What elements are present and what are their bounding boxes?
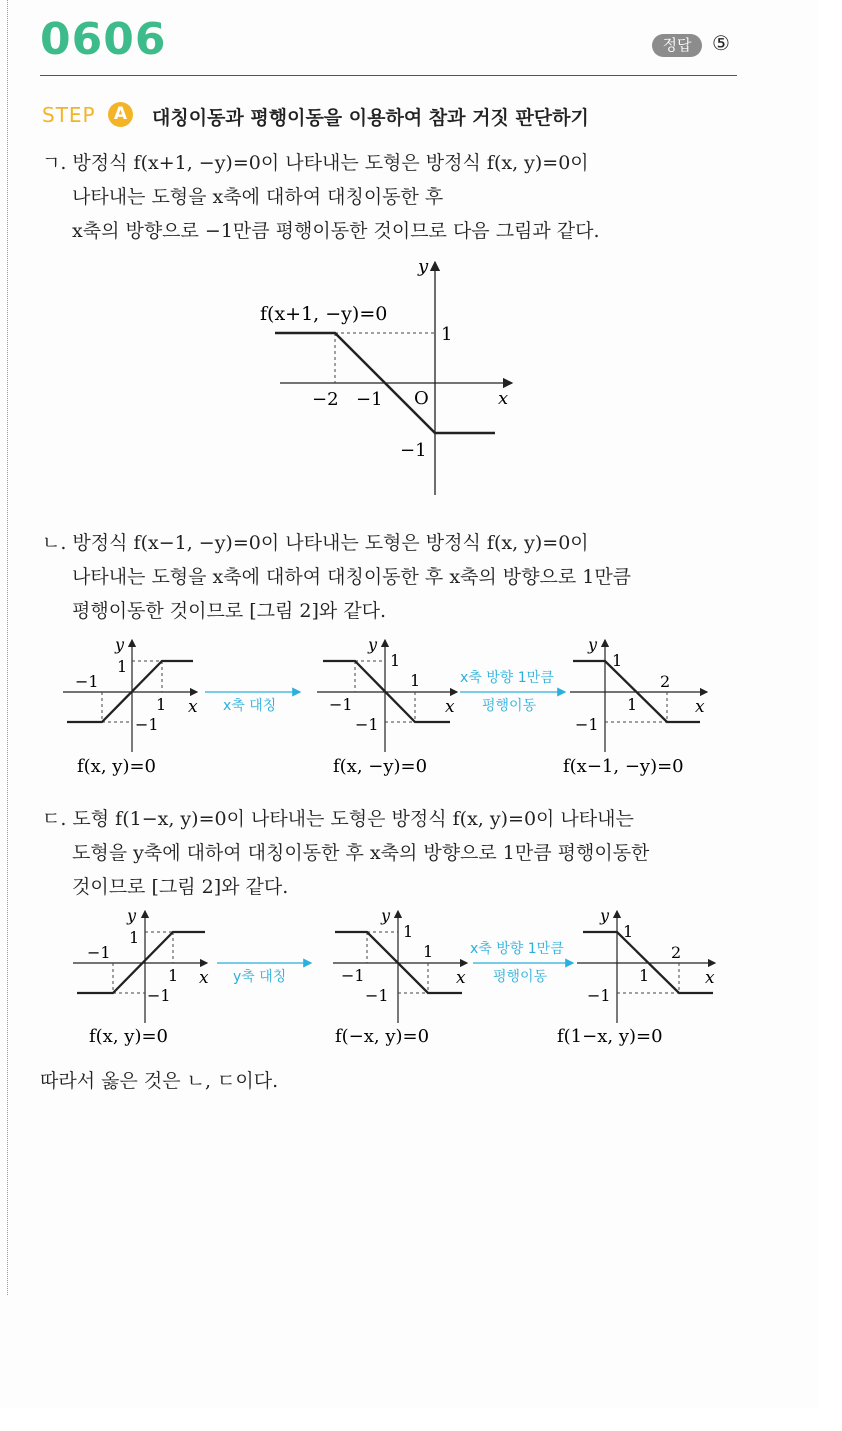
svg-text:1: 1 — [423, 942, 434, 961]
svg-text:−1: −1 — [355, 715, 379, 734]
graph-f-x-y — [73, 906, 209, 1047]
svg-text:1: 1 — [627, 695, 638, 714]
item-a-graph — [250, 250, 530, 505]
item-b-figure — [55, 632, 735, 782]
svg-text:−1: −1 — [147, 986, 171, 1005]
graph-f-x-neg-y — [317, 635, 457, 777]
arrow-translate-x-1 — [470, 940, 573, 985]
svg-text:x: x — [199, 968, 209, 988]
tick-label: 1 — [441, 324, 453, 345]
svg-text:y: y — [600, 906, 610, 925]
svg-text:y: y — [127, 906, 137, 925]
arrow-translate-x-1 — [460, 669, 565, 714]
item-a-line-1: ㄱ. 방정식 f(x+1, −y)=0이 나타내는 도형은 방정식 f(x, y)=0이 — [42, 152, 589, 174]
svg-text:y: y — [381, 906, 391, 925]
svg-text:y: y — [368, 635, 378, 654]
problem-number: 0606 — [40, 14, 167, 65]
svg-text:x: x — [188, 697, 198, 717]
y-axis-label: y — [418, 256, 429, 277]
svg-text:x축 방향 1만큼: x축 방향 1만큼 — [460, 670, 554, 686]
svg-text:−1: −1 — [75, 672, 99, 691]
svg-text:1: 1 — [623, 922, 634, 941]
svg-text:1: 1 — [129, 928, 140, 947]
svg-text:f(−x, y)=0: f(−x, y)=0 — [335, 1026, 430, 1047]
step-label: STEP — [42, 103, 96, 127]
svg-text:f(x, −y)=0: f(x, −y)=0 — [333, 756, 428, 777]
svg-text:−1: −1 — [365, 986, 389, 1005]
svg-text:−1: −1 — [135, 715, 159, 734]
x-axis-label: x — [498, 388, 509, 409]
item-b-line-3: 평행이동한 것이므로 [그림 2]와 같다. — [72, 600, 387, 622]
answer-value: ⑤ — [712, 31, 730, 55]
svg-text:−1: −1 — [329, 695, 353, 714]
svg-text:x축 방향 1만큼: x축 방향 1만큼 — [470, 941, 564, 957]
svg-text:−1: −1 — [587, 986, 611, 1005]
svg-text:1: 1 — [168, 966, 179, 985]
svg-text:y: y — [115, 635, 125, 654]
svg-text:1: 1 — [390, 651, 401, 670]
svg-text:f(x, y)=0: f(x, y)=0 — [77, 756, 157, 777]
svg-text:x: x — [705, 968, 715, 988]
svg-text:2: 2 — [660, 672, 671, 691]
svg-text:2: 2 — [671, 943, 682, 962]
item-c-line-1: ㄷ. 도형 f(1−x, y)=0이 나타내는 도형은 방정식 f(x, y)=0이 나타내는 — [42, 808, 634, 830]
svg-text:f(1−x, y)=0: f(1−x, y)=0 — [557, 1026, 663, 1047]
svg-text:평행이동: 평행이동 — [482, 698, 537, 714]
svg-text:x: x — [445, 697, 455, 717]
equation-label: f(x+1, −y)=0 — [260, 303, 388, 325]
tick-label: −1 — [356, 389, 383, 410]
item-a-line-2: 나타내는 도형을 x축에 대하여 대칭이동한 후 — [72, 186, 444, 208]
svg-text:x: x — [695, 697, 705, 717]
graph-f-1-minus-x-y — [557, 906, 715, 1047]
svg-text:−1: −1 — [341, 966, 365, 985]
svg-text:−1: −1 — [575, 715, 599, 734]
graph-f-x-minus-1-neg-y — [563, 635, 707, 777]
svg-text:1: 1 — [117, 657, 128, 676]
item-c-line-3: 것이므로 [그림 2]와 같다. — [72, 876, 289, 898]
arrow-x-axis-symmetry — [205, 692, 300, 714]
item-a-line-3: x축의 방향으로 −1만큼 평행이동한 것이므로 다음 그림과 같다. — [72, 220, 600, 242]
svg-text:1: 1 — [403, 922, 414, 941]
item-c-line-2: 도형을 y축에 대하여 대칭이동한 후 x축의 방향으로 1만큼 평행이동한 — [72, 842, 650, 864]
svg-text:x: x — [456, 968, 466, 988]
svg-text:y축 대칭: y축 대칭 — [233, 969, 287, 985]
origin-label: O — [414, 388, 429, 409]
answer-badge: 정답 — [652, 34, 702, 57]
header-divider — [40, 75, 737, 76]
conclusion-text: 따라서 옳은 것은 ㄴ, ㄷ이다. — [40, 1070, 279, 1092]
svg-text:y: y — [588, 635, 598, 654]
svg-text:−1: −1 — [87, 943, 111, 962]
item-b-line-2: 나타내는 도형을 x축에 대하여 대칭이동한 후 x축의 방향으로 1만큼 — [72, 566, 632, 588]
svg-text:1: 1 — [639, 966, 650, 985]
svg-text:1: 1 — [612, 651, 623, 670]
svg-text:f(x−1, −y)=0: f(x−1, −y)=0 — [563, 756, 684, 777]
item-c-figure — [65, 905, 735, 1055]
svg-text:f(x, y)=0: f(x, y)=0 — [89, 1026, 169, 1047]
step-letter-badge: A — [108, 102, 133, 127]
svg-text:평행이동: 평행이동 — [493, 969, 548, 985]
svg-text:1: 1 — [156, 695, 167, 714]
arrow-y-axis-symmetry — [217, 963, 311, 985]
tick-label: −2 — [312, 389, 339, 410]
graph-f-x-y — [63, 635, 198, 777]
graph-f-neg-x-y — [333, 906, 467, 1047]
item-b-line-1: ㄴ. 방정식 f(x−1, −y)=0이 나타내는 도형은 방정식 f(x, y)=0이 — [42, 532, 589, 554]
svg-text:1: 1 — [410, 671, 421, 690]
margin-line — [7, 0, 8, 1295]
step-title: 대칭이동과 평행이동을 이용하여 참과 거짓 판단하기 — [152, 107, 589, 129]
tick-label: −1 — [400, 440, 427, 461]
svg-text:x축 대칭: x축 대칭 — [223, 698, 277, 714]
